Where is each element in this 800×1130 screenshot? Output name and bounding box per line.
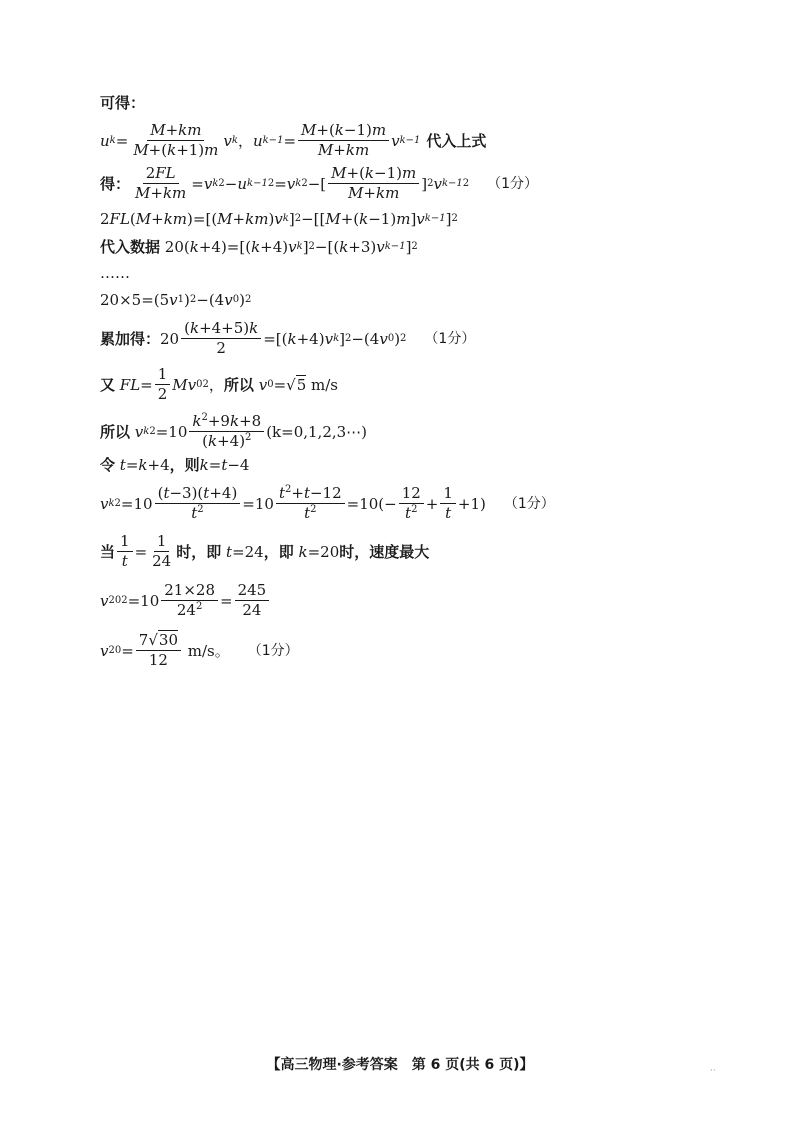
k-domain-text: (k=0,1,2,3⋯) [266,422,368,441]
equation-sum: 累加得： 20 $\frac{(k+4+5)k}{2}$ =[( k +4) v k ] 2 −(4 v 0 ) 2 （1分） [100,319,476,357]
substitute-label: 代入数据 [100,238,161,256]
let-label: 令 [100,456,116,474]
when-label: 当 [100,542,116,561]
unit-text-1: m/s [311,375,339,394]
equation-v20-squared: v 20 2 =10 $\frac{21\times 28}{24^2}$ = $\frac{245}{24}$ [100,582,271,619]
page-footer: 【高三物理·参考答案 第 6 页(共 6 页)】 [266,1057,534,1073]
unit-text-2: m/s。 [187,641,230,660]
equation-expanded: 2 FL ( M + km )=[( M + km ) v k ] 2 −[[ M +( k −1) m ] v k−1 ] 2 [100,210,458,228]
so-label-1: 所以 [223,375,254,394]
then-k-label: ，即 [263,542,294,561]
equation-energy: 得： $\frac{2FL}{M+km}$ = v k 2 − u k−1 2 = v k 2 −[ $\frac{M+(k-1)m}{M+km}$ ] 2 v k−1 2 （1分） [100,164,539,202]
score-4: （1分） [247,642,299,659]
equation-substitution-t: 令 t = k +4 ，则 k = t −4 [100,456,250,474]
substitute-above-text: 代入上式 [426,131,487,150]
then-label: ，则 [169,456,200,474]
ellipsis-text: …… [100,264,130,282]
time-label: 时，即 [176,542,222,561]
equation-vk-t: v k 2 =10 $\frac{(t-3)(t+4)}{t^2}$ =10 $\frac{t^2+t-12}{t^2}$ =10(− $\frac{12}{t^2}$ + $\frac{1}{t}$ +1) （1分） [100,484,555,522]
equation-uk: u k = $\frac{M+km}{M+(k+1)m}$ v k ， u k−1 = $\frac{M+(k-1)m}{M+km}$ v k−1 代入上式 [100,121,487,159]
equation-v0: 又 FL = $\frac{1}{2}$ M v 0 2 ， 所以 v 0 =√ 5 m/s [100,365,339,403]
intro-text: 可得： [100,94,146,112]
also-label: 又 [100,375,116,394]
derive-label: 得： [100,174,131,193]
equation-v20: v 20 = $\frac{7√30}{12}$ m/s。 （1分） [100,631,299,669]
score-2: （1分） [424,330,476,347]
equation-max-condition: 当 $\frac{1}{t}$ = $\frac{1}{24}$ 时，即 t =24 ，即 k =20 时，速度最大 [100,532,430,570]
score-3: （1分） [503,495,555,512]
corner-mark: ·· [710,1066,716,1076]
max-speed-text: 时，速度最大 [339,542,430,561]
equation-first-step: 20×5=(5 v 1 ) 2 −(4 v 0 ) 2 [100,291,252,309]
equation-substituted: 代入数据 20( k +4)=[( k +4) v k ] 2 −[( k +3) v k−1 ] 2 [100,238,418,256]
sum-label: 累加得： [100,329,161,348]
so-label-2: 所以 [100,422,131,441]
equation-vk-squared: 所以 v k 2 =10 $\frac{k^2+9k+8}{(k+4)^2}$ (k=0,1,2,3⋯) [100,412,368,450]
score-1: （1分） [487,175,539,192]
